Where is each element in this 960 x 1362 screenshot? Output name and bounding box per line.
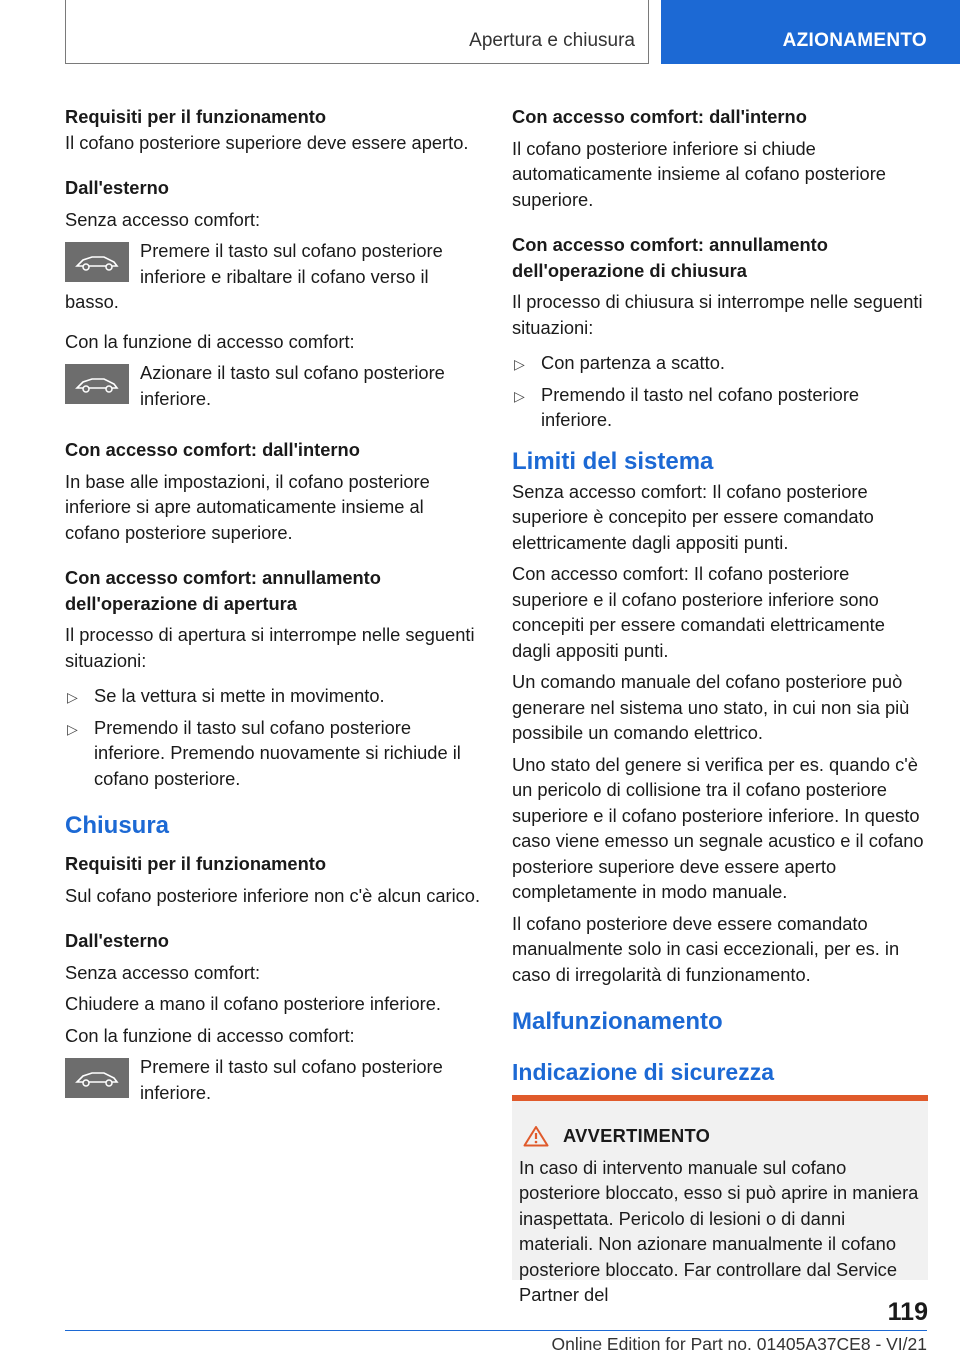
paragraph: Il processo di chiusura si interrompe nelle seguenti situazioni: [512,291,923,338]
chapter-title: Apertura e chiusura [469,30,635,51]
icon-text: Premere il tasto sul cofano posteriore inferiore. [140,1056,443,1103]
warning-box [512,1095,928,1305]
list-item: ▷ Premendo il tasto sul cofano posteriore inferiore. Premendo nuovamente si richiude il cofano posteriore. [67,716,461,789]
cancel-opening [65,565,481,791]
paragraph: Con la funzione di accesso comfort: [65,330,355,352]
requirements-closing [65,851,481,908]
subheading: Con accesso comfort: annullamento dell'operazione di apertura [65,567,381,614]
list-item: ▷ Se la vettura si mette in movimento. [65,683,481,709]
paragraph: Il cofano posteriore superiore deve essere aperto. [65,131,469,153]
paragraph: Uno stato del genere si verifica per es. quando c'è un pericolo di collisione tra il cofano posteriore superiore e il cofano posteriore inferiore. In questo caso viene emesso un segnale acustico e il cofano posteriore superiore deve essere aperto completamente in modo manuale. [512,753,924,902]
page-number: 119 [887,1298,928,1326]
section-heading-limits: Limiti del sistema [512,447,714,475]
paragraph: In base alle impostazioni, il cofano posteriore inferiore si apre automaticamente insieme al cofano posteriore superiore. [65,470,430,543]
paragraph: Senza accesso comfort: Il cofano posteriore superiore è concepito per essere comandato elettricamente dagli appositi punti. [512,480,874,553]
warning-text: In caso di intervento manuale sul cofano posteriore bloccato, esso si può aprire in maniera inaspettata. Pericolo di lesioni o di danni materiali. Non azionare manualmente il cofano posteriore bloccato. Far controllare dal Service Partner del [519,1156,919,1305]
warning-triangle-icon [523,1125,549,1147]
paragraph: Con la funzione di accesso comfort: [65,1024,355,1046]
triangle-bullet-icon: ▷ [514,387,525,404]
car-tailgate-icon [65,364,129,404]
interior-closing [512,104,928,212]
footer-edition: Online Edition for Part no. 01405A37CE8 - VI/21 [551,1334,927,1354]
subheading: Requisiti per il funzionamento [65,853,327,874]
right-column [512,104,928,1097]
icon-paragraph [65,360,481,411]
section-title: AZIONAMENTO [782,30,927,51]
car-tailgate-icon [65,1058,129,1098]
subheading: Dall'esterno [65,177,169,198]
exterior-opening [65,175,481,411]
subheading: Dall'esterno [65,930,169,951]
paragraph: Senza accesso comfort: [65,208,261,230]
warning-header [519,1123,921,1149]
paragraph: Chiudere a mano il cofano posteriore inferiore. [65,993,441,1014]
paragraph: Con accesso comfort: Il cofano posteriore superiore e il cofano posteriore inferiore sono concepiti per essere comandati elettricamente dagli appositi punti. [512,563,885,661]
list-item: ▷ Con partenza a scatto. [512,350,928,376]
warning-title: AVVERTIMENTO [563,1125,711,1146]
icon-paragraph [65,1054,481,1105]
left-column [65,104,481,1113]
subsection-heading-safety: Indicazione di sicurezza [512,1059,775,1085]
triangle-bullet-icon: ▷ [67,720,78,737]
paragraph: Il cofano posteriore inferiore si chiude automaticamente insieme al cofano posteriore superiore. [512,137,886,210]
subheading: Con accesso comfort: annullamento dell'operazione di chiusura [512,234,828,281]
subheading: Requisiti per il funzionamento [65,106,327,127]
exterior-closing [65,928,481,1105]
paragraph: Il cofano posteriore deve essere comandato manualmente solo in casi eccezionali, per es. in caso di irregolarità di funzionamento. [512,912,900,985]
subheading: Con accesso comfort: dall'interno [65,439,360,460]
footer-divider [65,1330,927,1331]
paragraph: Sul cofano posteriore inferiore non c'è alcun carico. [65,884,481,906]
icon-text: Premere il tasto sul cofano posteriore inferiore e ribaltare il cofano verso il basso. [65,240,443,312]
paragraph: Il processo di apertura si interrompe nelle seguenti situazioni: [65,624,475,671]
list-item: ▷ Premendo il tasto nel cofano posteriore inferiore. [514,383,860,430]
triangle-bullet-icon: ▷ [67,689,78,705]
requirements-opening [65,104,481,155]
subheading: Con accesso comfort: dall'interno [512,106,807,127]
interior-opening [65,437,481,545]
section-heading-closing: Chiusura [65,812,170,839]
bullet-list [512,350,928,433]
icon-text: Azionare il tasto sul cofano posteriore inferiore. [140,362,445,409]
bullet-list [65,683,481,791]
cancel-closing [512,232,928,433]
section-heading-malfunction: Malfunzionamento [512,1008,723,1035]
icon-paragraph [65,238,481,315]
triangle-bullet-icon: ▷ [514,356,525,372]
paragraph: Senza accesso comfort: [65,961,261,983]
car-tailgate-icon [65,242,129,282]
paragraph: Un comando manuale del cofano posteriore può generare nel sistema uno stato, in cui non sia più possibile un comando elettrico. [512,671,910,743]
